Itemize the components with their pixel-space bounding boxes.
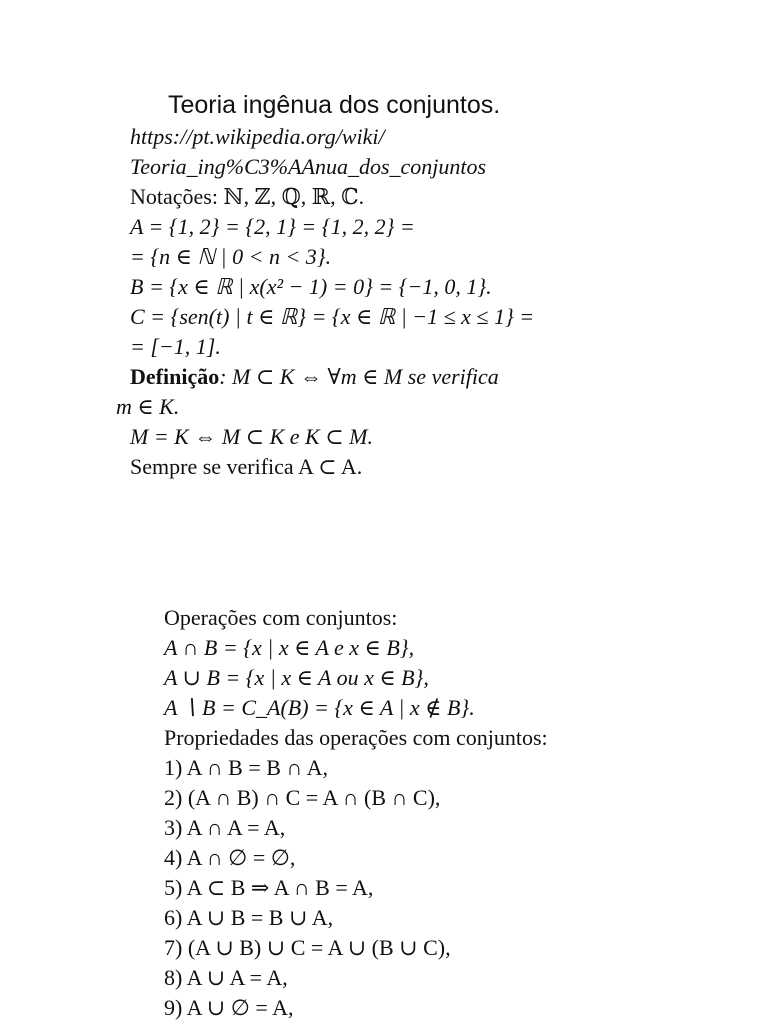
set-A-definition-cont: = {n ∈ ℕ | 0 < n < 3}. xyxy=(130,244,332,269)
intersection-definition: A ∩ B = {x | x ∈ A e x ∈ B}, xyxy=(164,635,415,660)
definition-label: Definição xyxy=(130,364,220,389)
subset-definition xyxy=(130,362,534,392)
set-C-definition: C = {sen(t) | t ∈ ℝ} = {x ∈ ℝ | −1 ≤ x ≤ 1} = xyxy=(130,304,535,329)
definition-text: : M ⊂ K ⇔ ∀m ∈ M se verifica xyxy=(219,364,499,389)
notation-line: Notações: ℕ, ℤ, ℚ, ℝ, ℂ. xyxy=(130,184,365,209)
set-C-definition-cont: = [−1, 1]. xyxy=(130,334,221,359)
page-title: Teoria ingênua dos conjuntos. xyxy=(168,91,501,119)
property-item: 3) A ∩ A = A, xyxy=(164,815,286,840)
reflexive-subset-line: Sempre se verifica A ⊂ A. xyxy=(130,454,363,479)
section-operations xyxy=(164,603,548,1023)
wiki-url-line-1[interactable]: https://pt.wikipedia.org/wiki/ xyxy=(130,124,385,149)
definition-continuation xyxy=(116,392,179,422)
set-B-definition: B = {x ∈ ℝ | x(x² − 1) = 0} = {−1, 0, 1}. xyxy=(130,274,492,299)
property-item: 7) (A ∪ B) ∪ C = A ∪ (B ∪ C), xyxy=(164,935,451,960)
wiki-url-line-2[interactable]: Teoria_ing%C3%AAnua_dos_conjuntos xyxy=(130,154,487,179)
property-item: 5) A ⊂ B ⇒ A ∩ B = A, xyxy=(164,875,374,900)
property-item: 8) A ∪ A = A, xyxy=(164,965,288,990)
property-item: 4) A ∩ ∅ = ∅, xyxy=(164,845,296,870)
property-item: 1) A ∩ B = B ∩ A, xyxy=(164,755,328,780)
union-definition: A ∪ B = {x | x ∈ A ou x ∈ B}, xyxy=(164,665,429,690)
section-definitions xyxy=(130,122,534,392)
set-equality-line: M = K ⇔ M ⊂ K e K ⊂ M. xyxy=(130,424,373,449)
operations-heading: Operações com conjuntos: xyxy=(164,605,398,630)
set-A-definition: A = {1, 2} = {2, 1} = {1, 2, 2} = xyxy=(130,214,415,239)
definition-cont-line: m ∈ K. xyxy=(116,394,180,419)
difference-definition: A ∖ B = C_A(B) = {x ∈ A | x ∉ B}. xyxy=(164,695,475,720)
section-equality xyxy=(130,422,373,482)
properties-heading: Propriedades das operações com conjuntos: xyxy=(164,725,548,750)
property-item: 9) A ∪ ∅ = A, xyxy=(164,995,294,1020)
property-item: 6) A ∪ B = B ∪ A, xyxy=(164,905,334,930)
property-item: 2) (A ∩ B) ∩ C = A ∩ (B ∩ C), xyxy=(164,785,441,810)
